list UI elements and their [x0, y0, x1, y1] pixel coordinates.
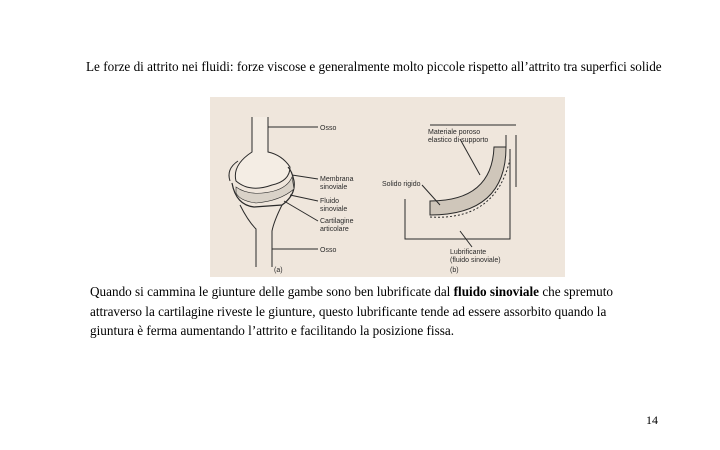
- label-cartilagine-2: articolare: [320, 226, 349, 233]
- label-lubrificante-2: (fluido sinoviale): [450, 257, 501, 264]
- body-text-start: Quando si cammina le giunture delle gambe sono ben lubrificate dal: [90, 284, 454, 299]
- joint-diagram-svg: [210, 97, 565, 277]
- label-solido-rigido: Solido rigido: [382, 181, 421, 188]
- label-fluido-1: Fluido: [320, 198, 340, 205]
- joint-lubrication-figure: [210, 97, 565, 277]
- page-number: 14: [646, 413, 658, 427]
- label-lubrificante-1: Lubrificante: [450, 249, 487, 256]
- caption-b: (b): [450, 267, 459, 274]
- label-fluido-2: sinoviale: [320, 206, 348, 213]
- knee-joint-drawing: [229, 117, 318, 267]
- caption-a: (a): [274, 267, 283, 274]
- label-osso-top: Osso: [320, 125, 337, 132]
- label-materiale-2: elastico di supporto: [428, 137, 489, 144]
- label-cartilagine-1: Cartilagine: [320, 218, 354, 225]
- body-text-end: che spremuto attraverso la cartilagine riveste le giunture, questo lubrificante tende ad essere assorbito quando la giuntura è ferma aumentando l’attrito e facilitando la posizione fissa.: [90, 284, 614, 338]
- label-materiale-1: Materiale poroso: [428, 129, 481, 136]
- labels-a: [274, 125, 354, 274]
- body-text-bold: fluido sinoviale: [453, 284, 540, 299]
- label-membrana-1: Membrana: [320, 176, 354, 183]
- label-membrana-2: sinoviale: [320, 184, 348, 191]
- label-osso-bottom: Osso: [320, 247, 337, 254]
- body-paragraph: [90, 282, 650, 341]
- slide-title: Le forze di attrito nei fluidi: forze viscose e generalmente molto piccole rispetto all’attrito tra superfici solide: [86, 59, 662, 74]
